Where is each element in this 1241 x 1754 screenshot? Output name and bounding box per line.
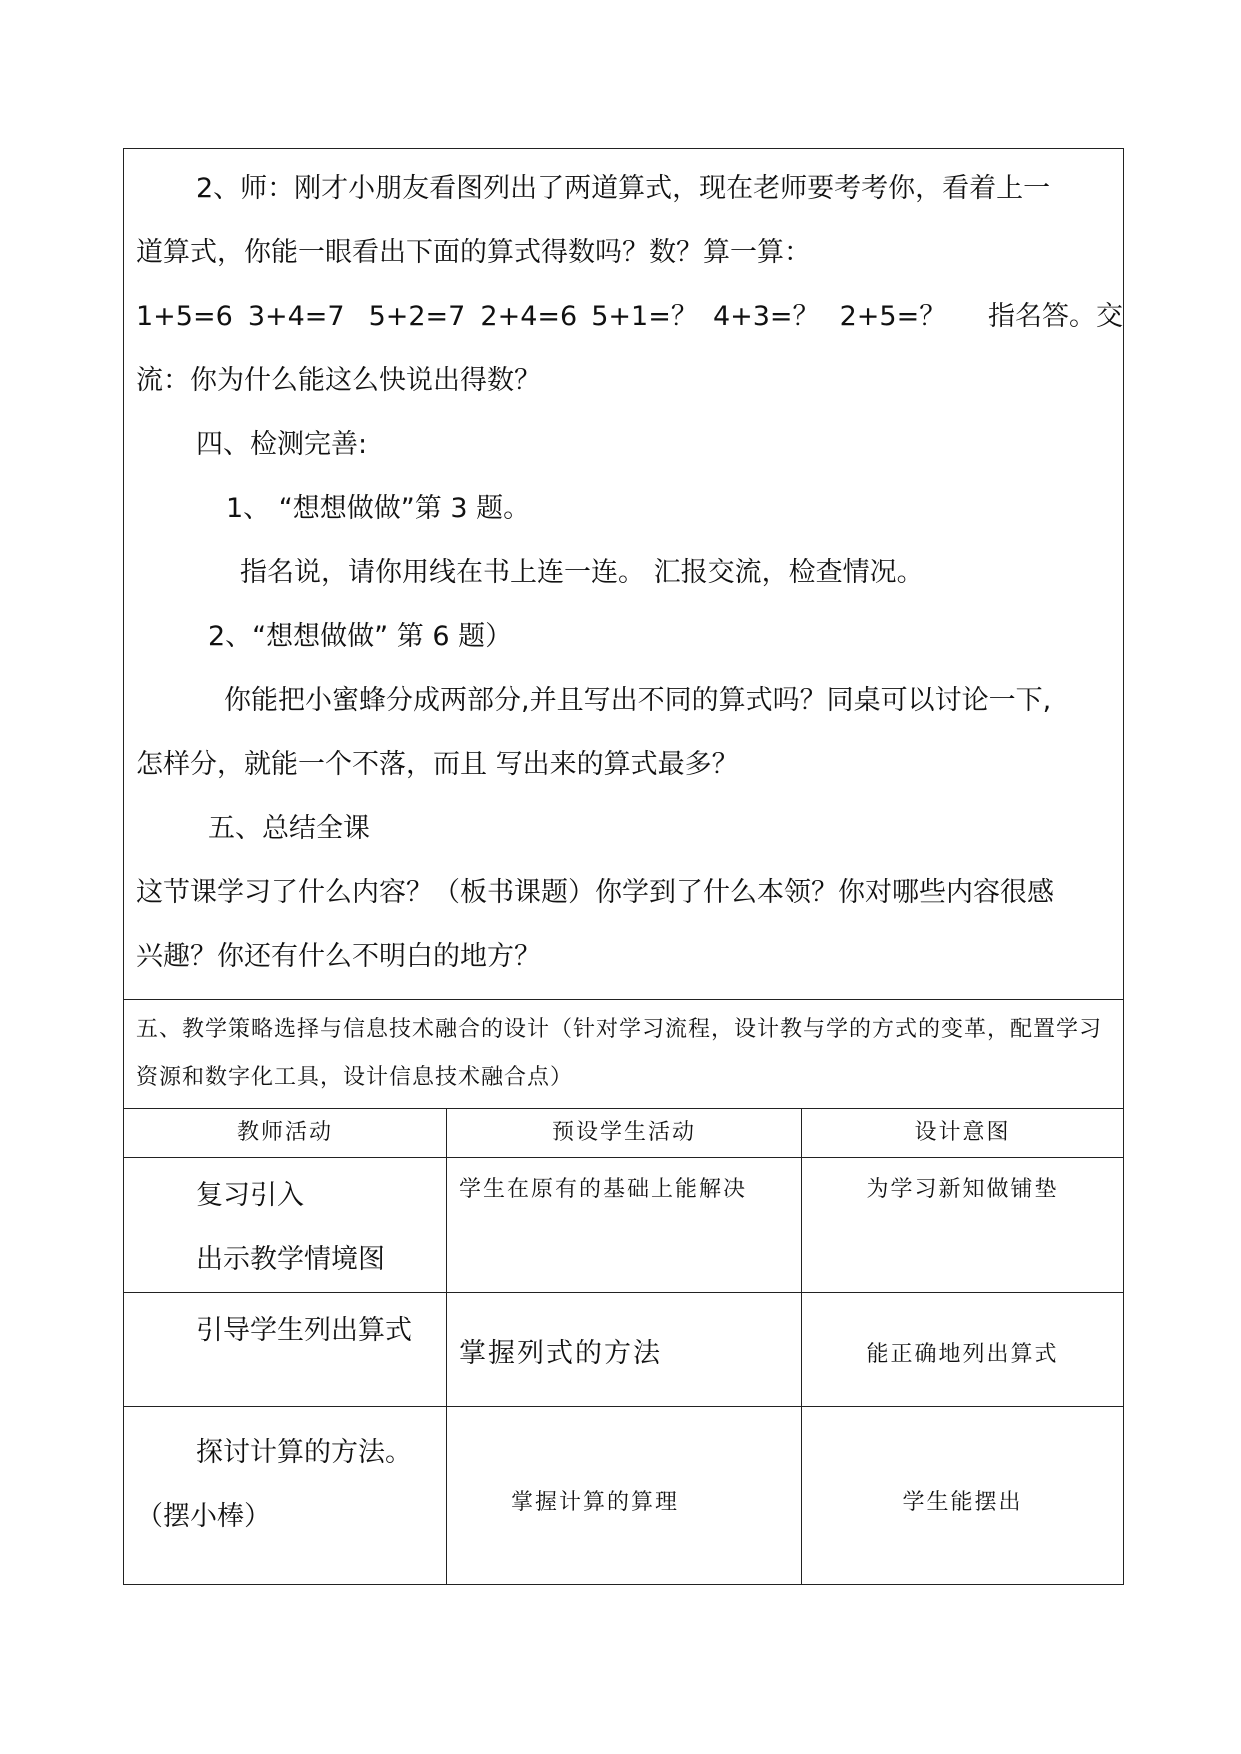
lesson-plan-table (123, 148, 1124, 1585)
lesson-line: 怎样分，就能一个不落，而且 写出来的算式最多？ (136, 749, 739, 780)
section-heading: 五、总结全课 (208, 813, 370, 844)
teacher-activity-line: 出示教学情境图 (196, 1244, 385, 1275)
math-expr: 5+1=？ (591, 301, 698, 332)
lesson-line: 流：你为什么能这么快说出得数？ (136, 365, 541, 396)
math-expr: 2+4=6 (480, 301, 578, 332)
lesson-line: 指名说，请你用线在书上连一连。 汇报交流，检查情况。 (240, 557, 924, 588)
design-intent: 能正确地列出算式 (802, 1293, 1124, 1407)
student-activity: 掌握计算的算理 (447, 1407, 802, 1585)
math-expr: 4+3=？ (712, 301, 820, 332)
lesson-body-row (124, 149, 1124, 1000)
math-expr: 3+4=7 (247, 301, 345, 332)
table-row (124, 1158, 1124, 1293)
teacher-activity-line: 探讨计算的方法。 (196, 1437, 412, 1468)
lesson-line: 2、师：刚才小朋友看图列出了两道算式，现在老师要考考你，看着上一 (196, 173, 1051, 204)
section-heading: 四、检测完善: (196, 429, 368, 460)
teacher-activity (124, 1407, 447, 1585)
design-intent: 为学习新知做铺垫 (802, 1158, 1124, 1293)
math-expr: 1+5=6 (136, 301, 233, 332)
design-intent: 学生能摆出 (802, 1407, 1124, 1585)
header-teacher: 教师活动 (124, 1109, 447, 1158)
teacher-activity (124, 1293, 447, 1407)
teacher-activity-line: （摆小棒） (136, 1501, 271, 1532)
lesson-line: 这节课学习了什么内容？（板书课题）你学到了什么本领？你对哪些内容很感 (136, 877, 1054, 908)
math-line (136, 285, 1123, 349)
lesson-line: 你能把小蜜蜂分成两部分,并且写出不同的算式吗？同桌可以讨论一下, (224, 685, 1052, 716)
lesson-body-cell (124, 149, 1124, 1000)
teacher-activity (124, 1158, 447, 1293)
student-activity: 掌握列式的方法 (447, 1293, 802, 1407)
math-expr: 5+2=7 (368, 301, 466, 332)
lesson-line: 兴趣？你还有什么不明白的地方？ (136, 941, 541, 972)
lesson-line: 2、“想想做做” 第 6 题） (208, 621, 513, 652)
math-tail-text: 指名答。交 (988, 301, 1124, 332)
teacher-activity-line: 引导学生列出算式 (196, 1315, 412, 1346)
strategy-row (124, 1000, 1124, 1109)
strategy-title: 五、教学策略选择与信息技术融合的设计（针对学习流程，设计教与学的方式的变革，配置学习资源和数字化工具，设计信息技术融合点） (124, 1000, 1124, 1109)
table-header-row (124, 1109, 1124, 1158)
table-row (124, 1407, 1124, 1585)
table-row (124, 1293, 1124, 1407)
teacher-activity-line: 复习引入 (196, 1180, 304, 1211)
lesson-line: 1、 “想想做做”第 3 题。 (226, 493, 531, 524)
math-expr: 2+5=？ (839, 301, 947, 332)
header-intent: 设计意图 (802, 1109, 1124, 1158)
header-student: 预设学生活动 (447, 1109, 802, 1158)
lesson-line: 道算式，你能一眼看出下面的算式得数吗？数？算一算： (136, 237, 811, 268)
student-activity: 学生在原有的基础上能解决 (447, 1158, 802, 1293)
